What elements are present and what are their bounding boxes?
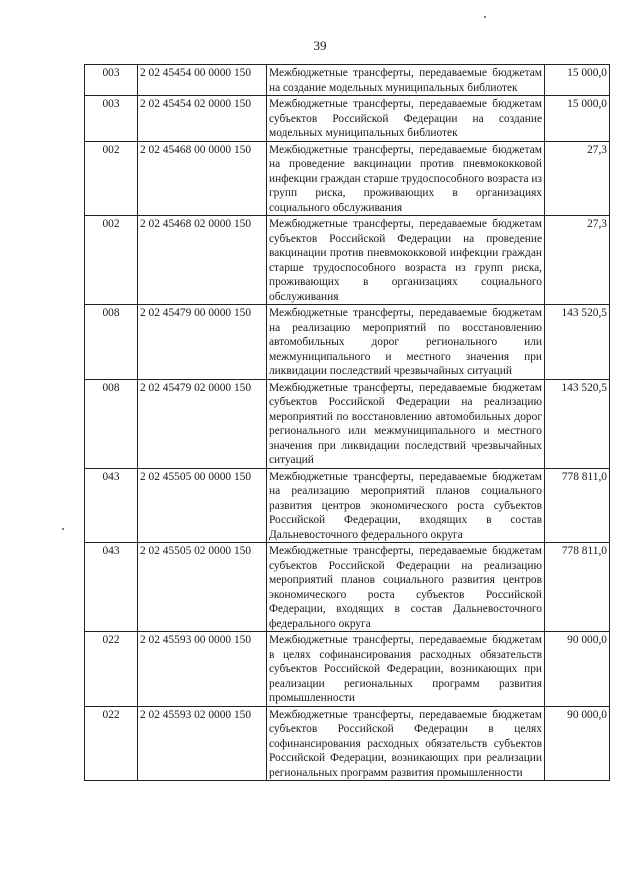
admin-code-cell: 022 — [85, 706, 138, 781]
description-cell: Межбюджетные трансферты, передаваемые бюджетам в целях софинансирования расходных обязательств субъектов Российской Федерации, возникающих при реализации региональных программ развития промышленности — [267, 632, 545, 707]
table-row — [85, 141, 610, 216]
description-cell: Межбюджетные трансферты, передаваемые бюджетам субъектов Российской Федерации на создание модельных муниципальных библиотек — [267, 96, 545, 142]
page-number: 39 — [313, 38, 327, 53]
table-row — [85, 65, 610, 96]
budget-code-cell: 2 02 45468 02 0000 150 — [138, 216, 267, 305]
budget-code-cell: 2 02 45479 00 0000 150 — [138, 305, 267, 380]
budget-code-cell: 2 02 45593 02 0000 150 — [138, 706, 267, 781]
budget-code-cell: 2 02 45593 00 0000 150 — [138, 632, 267, 707]
admin-code-cell: 008 — [85, 379, 138, 468]
description-cell: Межбюджетные трансферты, передаваемые бюджетам на создание модельных муниципальных библиотек — [267, 65, 545, 96]
table-row — [85, 468, 610, 543]
description-cell: Межбюджетные трансферты, передаваемые бюджетам субъектов Российской Федерации на реализацию мероприятий планов социального развития центров экономического роста субъектов Российской Федерации, входящих в состав Дальневосточного федерального округа — [267, 543, 545, 632]
budget-table — [84, 64, 610, 781]
admin-code-cell: 002 — [85, 141, 138, 216]
scan-speck — [62, 528, 64, 530]
table-row — [85, 706, 610, 781]
table-row — [85, 543, 610, 632]
description-cell: Межбюджетные трансферты, передаваемые бюджетам на реализацию мероприятий планов социального развития центров экономического роста субъектов Российской Федерации, входящих в состав Дальневосточного федерального округа — [267, 468, 545, 543]
admin-code-cell: 003 — [85, 65, 138, 96]
budget-code-cell: 2 02 45468 00 0000 150 — [138, 141, 267, 216]
description-cell: Межбюджетные трансферты, передаваемые бюджетам субъектов Российской Федерации на проведение вакцинации против пневмококковой инфекции граждан старше трудоспособного возраста из групп риска, проживающих в организациях социального обслуживания — [267, 216, 545, 305]
budget-code-cell: 2 02 45505 00 0000 150 — [138, 468, 267, 543]
budget-code-cell: 2 02 45454 00 0000 150 — [138, 65, 267, 96]
table-row — [85, 305, 610, 380]
admin-code-cell: 043 — [85, 468, 138, 543]
budget-code-cell: 2 02 45505 02 0000 150 — [138, 543, 267, 632]
admin-code-cell: 003 — [85, 96, 138, 142]
table-row — [85, 96, 610, 142]
description-cell: Межбюджетные трансферты, передаваемые бюджетам на реализацию мероприятий по восстановлению автомобильных дорог регионального или межмуниципального и местного значения при ликвидации последствий чрезвычайных ситуаций — [267, 305, 545, 380]
admin-code-cell: 002 — [85, 216, 138, 305]
amount-cell: 778 811,0 — [545, 543, 610, 632]
table-row — [85, 379, 610, 468]
budget-code-cell: 2 02 45454 02 0000 150 — [138, 96, 267, 142]
amount-cell: 27,3 — [545, 216, 610, 305]
admin-code-cell: 022 — [85, 632, 138, 707]
amount-cell: 15 000,0 — [545, 65, 610, 96]
description-cell: Межбюджетные трансферты, передаваемые бюджетам на проведение вакцинации против пневмококковой инфекции граждан старше трудоспособного возраста из групп риска, проживающих в организациях социального обслуживания — [267, 141, 545, 216]
amount-cell: 15 000,0 — [545, 96, 610, 142]
description-cell: Межбюджетные трансферты, передаваемые бюджетам субъектов Российской Федерации в целях софинансирования расходных обязательств субъектов Российской Федерации, возникающих при реализации региональных программ развития промышленности — [267, 706, 545, 781]
amount-cell: 143 520,5 — [545, 379, 610, 468]
amount-cell: 90 000,0 — [545, 706, 610, 781]
amount-cell: 27,3 — [545, 141, 610, 216]
table-row — [85, 216, 610, 305]
budget-table-body — [85, 65, 610, 781]
scan-speck — [484, 16, 486, 18]
admin-code-cell: 043 — [85, 543, 138, 632]
table-row — [85, 632, 610, 707]
amount-cell: 143 520,5 — [545, 305, 610, 380]
admin-code-cell: 008 — [85, 305, 138, 380]
description-cell: Межбюджетные трансферты, передаваемые бюджетам субъектов Российской Федерации на реализацию мероприятий по восстановлению автомобильных дорог регионального или межмуниципального и местного значения при ликвидации последствий чрезвычайных ситуаций — [267, 379, 545, 468]
budget-code-cell: 2 02 45479 02 0000 150 — [138, 379, 267, 468]
amount-cell: 90 000,0 — [545, 632, 610, 707]
amount-cell: 778 811,0 — [545, 468, 610, 543]
